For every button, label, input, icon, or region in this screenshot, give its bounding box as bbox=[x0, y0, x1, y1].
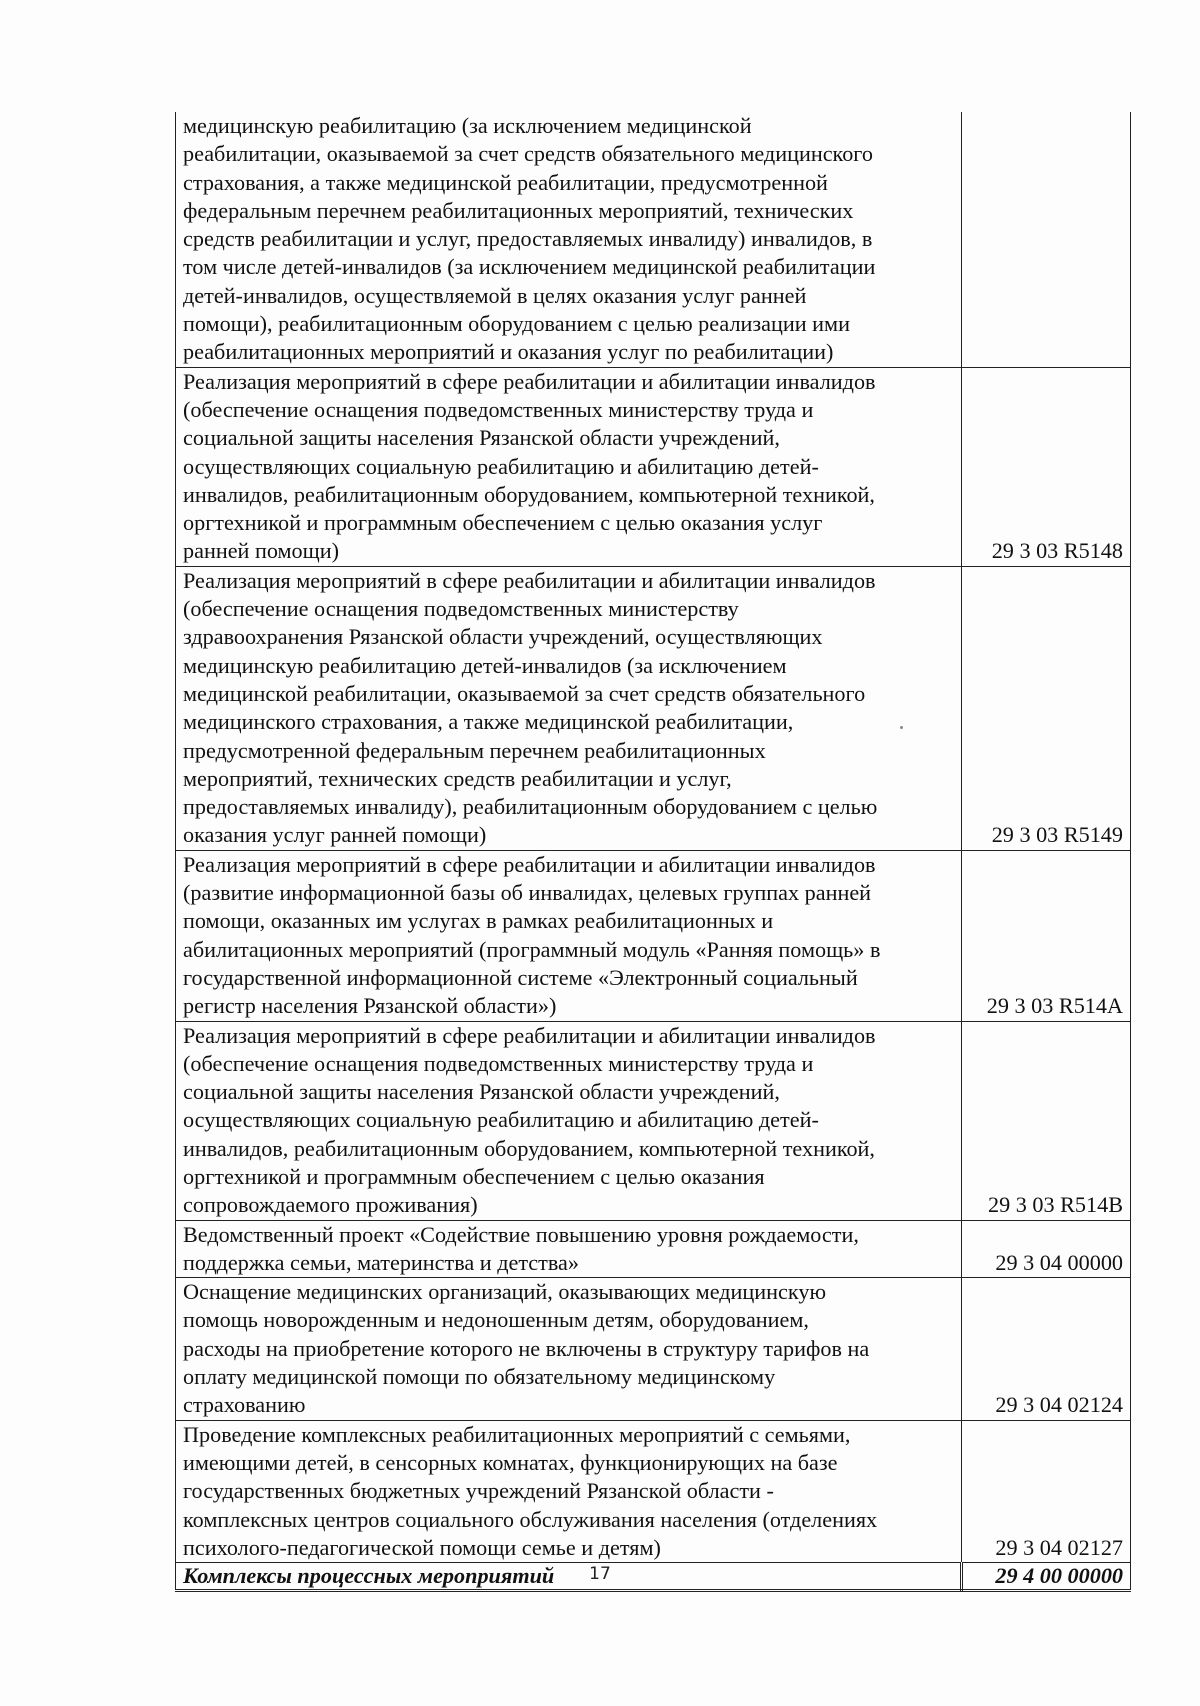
measure-name-cell: Проведение комплексных реабилитационных мероприятий с семьями, имеющими детей, в сенсорных комнатах, функционирующих на базе государственных бюджетных учреждений Рязанской области - комплексных центров социального обслуживания населения (отделениях психолого-педагогической помощи семье и детям) bbox=[176, 1420, 962, 1562]
measure-name-cell: Реализация мероприятий в сфере реабилитации и абилитации инвалидов (обеспечение оснащения подведомственных министерству здравоохранения Рязанской области учреждений, осуществляющих медицинскую реабилитацию детей-инвалидов (за исключением медицинской реабилитации, оказываемой за счет средств обязательного медицинского страхования, а также медицинской реабилитации, предусмотренной федеральным перечнем реабилитационных мероприятий, технических средств реабилитации и услуг, предоставляемых инвалиду), реабилитационным оборудованием с целью оказания услуг ранней помощи) bbox=[176, 566, 962, 850]
target-code-cell: 29 3 03 R514A bbox=[962, 850, 1131, 1021]
measure-name-cell: медицинскую реабилитацию (за исключением медицинской реабилитации, оказываемой за счет средств обязательного медицинского страхования, а также медицинской реабилитации, предусмотренной федеральным перечнем реабилитационных мероприятий, технических средств реабилитации и услуг, предоставляемых инвалиду) инвалидов, в том числе детей-инвалидов (за исключением медицинской реабилитации детей-инвалидов, осуществляемой в целях оказания услуг ранней помощи), реабилитационным оборудованием с целью реализации ими реабилитационных мероприятий и оказания услуг по реабилитации) bbox=[176, 112, 962, 367]
target-code-cell: 29 3 04 00000 bbox=[962, 1220, 1131, 1278]
table-row bbox=[176, 367, 1131, 566]
measure-name-cell: Оснащение медицинских организаций, оказывающих медицинскую помощь новорожденным и недоношенным детям, оборудованием, расходы на приобретение которого не включены в структуру тарифов на оплату медицинской помощи по обязательному медицинскому страхованию bbox=[176, 1278, 962, 1420]
measure-name-cell: Реализация мероприятий в сфере реабилитации и абилитации инвалидов (обеспечение оснащения подведомственных министерству труда и социальной защиты населения Рязанской области учреждений, осуществляющих социальную реабилитацию и абилитацию детей- инвалидов, реабилитационным оборудованием, компьютерной техникой, оргтехникой и программным обеспечением с целью оказания сопровождаемого проживания) bbox=[176, 1021, 962, 1220]
target-code-cell: 29 3 03 R5148 bbox=[962, 367, 1131, 566]
page-number: 17 bbox=[589, 1564, 611, 1584]
table-row bbox=[176, 1420, 1131, 1562]
target-code-cell bbox=[962, 112, 1131, 367]
table-row bbox=[176, 1021, 1131, 1220]
table-row bbox=[176, 1220, 1131, 1278]
measure-name-cell: Ведомственный проект «Содействие повышению уровня рождаемости, поддержка семьи, материнства и детства» bbox=[176, 1220, 962, 1278]
target-code-cell: 29 3 04 02127 bbox=[962, 1420, 1131, 1562]
table-row bbox=[176, 112, 1131, 367]
section-code-cell: 29 4 00 00000 bbox=[962, 1563, 1131, 1591]
table-row bbox=[176, 850, 1131, 1021]
scan-speck bbox=[900, 726, 903, 729]
measure-name-cell: Реализация мероприятий в сфере реабилитации и абилитации инвалидов (развитие информационной базы об инвалидах, целевых группах ранней помощи, оказанных им услугах в рамках реабилитационных и абилитационных мероприятий (программный модуль «Ранняя помощь» в государственной информационной системе «Электронный социальный регистр населения Рязанской области») bbox=[176, 850, 962, 1021]
target-code-cell: 29 3 04 02124 bbox=[962, 1278, 1131, 1420]
section-name-cell: Комплексы процессных мероприятий bbox=[176, 1563, 962, 1591]
table-row bbox=[176, 1278, 1131, 1420]
measure-name-cell: Реализация мероприятий в сфере реабилитации и абилитации инвалидов (обеспечение оснащения подведомственных министерству труда и социальной защиты населения Рязанской области учреждений, осуществляющих социальную реабилитацию и абилитацию детей- инвалидов, реабилитационным оборудованием, компьютерной техникой, оргтехникой и программным обеспечением с целью оказания услуг ранней помощи) bbox=[176, 367, 962, 566]
target-code-cell: 29 3 03 R5149 bbox=[962, 566, 1131, 850]
target-code-cell: 29 3 03 R514B bbox=[962, 1021, 1131, 1220]
budget-codes-table bbox=[175, 112, 1131, 1592]
table-row bbox=[176, 566, 1131, 850]
